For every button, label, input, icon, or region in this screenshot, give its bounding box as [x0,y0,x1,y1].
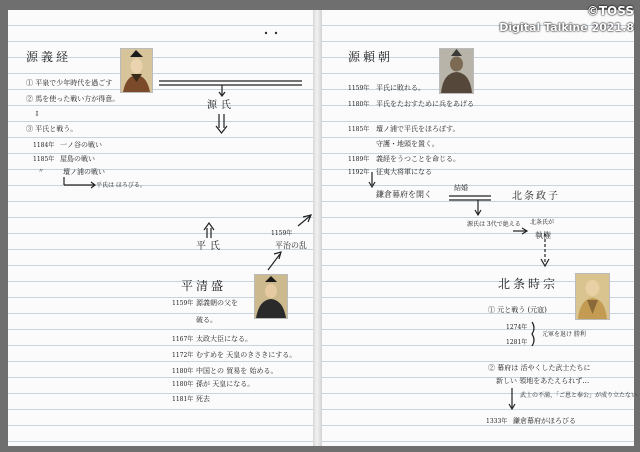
masako-label: 北条政子 [512,191,560,202]
yoritomo-event: 守護・地頭を置く。 [376,140,439,148]
portrait-image-icon [576,274,609,319]
shogunate-note: ② 幕府は 活やくした武士たちに [488,364,591,372]
kiyomori-year: 1181年 [172,396,194,403]
tokimune-portrait [575,273,610,320]
kiyomori-portrait [254,274,288,319]
marriage-label: 結婚 [454,184,468,192]
yoritomo-event: 平氏に敗れる。 [376,84,425,92]
yoritomo-event: 壇ノ浦で平氏をほろぼす。 [376,125,460,133]
kiyomori-event: 死去 [196,395,210,403]
yoshitsune-line-2: ② 馬を使った戦い方が得意。 [26,95,120,103]
kiyomori-year: 1159年 [172,300,194,307]
battle-year: 1184年 [33,142,55,149]
kiyomori-year: 1180年 [172,368,194,375]
battle-year: 〃 [38,168,45,175]
kiyomori-event: 破る。 [196,316,217,324]
tokimune-war: ① 元と戦う (元寇) [488,306,547,314]
tokimune-title: 北条時宗 [498,277,559,291]
samurai-discontent-note: 武士の不満、「ご恩と奉公」が成り立たない [520,392,638,399]
shogunate-end: 鎌倉幕府がほろびる [513,417,576,425]
statue-image-icon [440,49,473,93]
genji-label: 源氏 [207,100,235,111]
hojo-note: 北条氏が [530,219,555,226]
watermark-copyright: ©TOSS [586,4,634,18]
portrait-image-icon [121,49,152,92]
yoritomo-event: 平氏をたおすために兵をあげる [376,100,474,108]
yoritomo-year: 1159年 [348,85,370,92]
yoritomo-title: 源頼朝 [348,50,394,64]
yoritomo-year: 1180年 [348,101,370,108]
battle-year: 1185年 [33,156,55,163]
yoritomo-result: 鎌倉幕府を開く [376,190,432,199]
yoritomo-year: 1192年 [348,169,370,176]
down-arrow-glyph: ⇩ [34,110,40,118]
kiyomori-year: 1180年 [172,381,194,388]
war-result: 元軍を退け 勝利 [542,331,586,338]
kiyomori-event: 中国との 貿易を 始める。 [196,367,278,375]
yoshitsune-title: 源義経 [26,50,72,64]
watermark-credit: Digital Talkine 2021.8 [499,21,634,34]
battle-name: 一ノ谷の戦い [60,141,102,149]
yoshitsune-result: 平氏は ほろびる。 [96,182,146,189]
yoritomo-portrait [439,48,474,94]
yoshitsune-line-3: ③ 平氏と戦う。 [26,125,78,133]
kiyomori-event: 太政大臣になる。 [196,335,252,343]
yoshitsune-portrait [120,48,153,93]
kiyomori-event: 源義朝の父を [196,299,238,307]
heishi-label: 平氏 [196,241,224,252]
portrait-image-icon [255,275,287,318]
shikken-label: 執権 [535,231,551,240]
war-year: 1274年 [506,324,528,331]
genji-ends-note: 源氏は 3代で絶える [467,221,521,228]
heiji-year: 1159年 [271,230,293,237]
kiyomori-year: 1167年 [172,336,194,343]
yoritomo-event: 義経をうつことを命じる。 [376,155,460,163]
yoritomo-year: 1185年 [348,126,370,133]
heiji-rebellion: 平治の乱 [275,241,307,250]
end-year: 1333年 [486,418,508,425]
war-year: 1281年 [506,339,528,346]
yoritomo-year: 1189年 [348,156,370,163]
kiyomori-year: 1172年 [172,352,194,359]
shogunate-note: 新しい 領地をあたえられず… [496,377,590,385]
kiyomori-event: むすめを 天皇のきさきにする。 [196,351,297,359]
kiyomori-title: 平清盛 [181,279,227,293]
yoritomo-event: 征夷大将軍になる [376,168,432,176]
kiyomori-event: 孫が 天皇になる。 [196,380,255,388]
yoshitsune-line-1: ① 平泉で少年時代を過ごす [26,79,113,87]
battle-name: 屋島の戦い [60,155,95,163]
battle-name: 壇ノ浦の戦い [63,168,105,176]
